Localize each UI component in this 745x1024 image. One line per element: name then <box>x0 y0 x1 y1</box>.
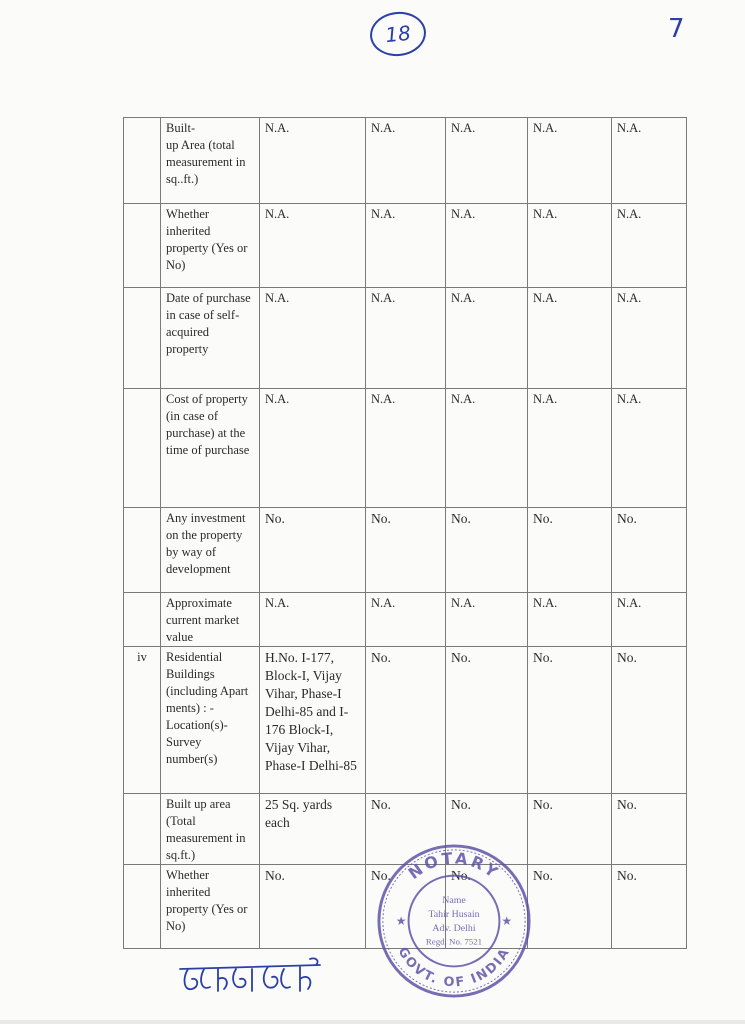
value-cell: N.A. <box>260 118 366 204</box>
stamp-bottom-text: GOVT. OF INDIA <box>394 944 514 991</box>
page-bottom-edge <box>0 1020 745 1024</box>
value-cell: No. <box>260 865 366 949</box>
row-label-cell: Date of purchase in case of self-acquired property <box>161 288 260 389</box>
value-cell: No. <box>260 508 366 593</box>
value-cell: No. <box>612 508 687 593</box>
notary-stamp <box>375 842 533 1000</box>
row-label-cell: Built up area (Total measurement in sq.ft.) <box>161 794 260 865</box>
value-cell: N.A. <box>612 118 687 204</box>
table-row <box>124 288 687 389</box>
value-cell: No. <box>446 647 528 794</box>
value-cell: No. <box>366 794 446 865</box>
value-cell: N.A. <box>446 118 528 204</box>
value-cell: N.A. <box>612 389 687 508</box>
stamp-line-4: Regd. No. 7521 <box>425 936 483 947</box>
row-number-cell <box>124 118 161 204</box>
stamp-line-3: Adv. Delhi <box>432 922 476 934</box>
value-cell: No. <box>446 794 528 865</box>
value-cell: N.A. <box>260 204 366 288</box>
value-cell: N.A. <box>366 389 446 508</box>
value-cell: N.A. <box>446 288 528 389</box>
row-label-cell: Whether inherited property (Yes or No) <box>161 865 260 949</box>
row-number-cell <box>124 204 161 288</box>
table-row <box>124 389 687 508</box>
value-cell: 25 Sq. yards each <box>260 794 366 865</box>
value-cell: No. <box>528 865 612 949</box>
table-row <box>124 593 687 647</box>
value-cell: N.A. <box>528 118 612 204</box>
table-row <box>124 508 687 593</box>
row-number-cell <box>124 508 161 593</box>
value-cell: N.A. <box>366 593 446 647</box>
value-cell: N.A. <box>366 288 446 389</box>
value-cell: N.A. <box>528 593 612 647</box>
value-cell: N.A. <box>366 204 446 288</box>
stamp-line-2: Tahir Husain <box>428 909 480 921</box>
value-cell: No. <box>612 647 687 794</box>
row-number-cell <box>124 593 161 647</box>
value-cell: N.A. <box>446 389 528 508</box>
value-cell: N.A. <box>260 288 366 389</box>
value-cell: N.A. <box>528 288 612 389</box>
value-cell: No. <box>612 794 687 865</box>
assets-table <box>123 117 687 949</box>
value-cell: N.A. <box>528 204 612 288</box>
value-cell: No. <box>446 508 528 593</box>
stamp-line-1: Name <box>442 895 466 907</box>
row-label-cell: Any investment on the property by way of development <box>161 508 260 593</box>
value-cell: N.A. <box>612 204 687 288</box>
value-cell: No. <box>366 508 446 593</box>
value-cell: No. <box>528 508 612 593</box>
stamp-top-text: NOTARY <box>404 848 504 884</box>
table-row <box>124 118 687 204</box>
value-cell: No. <box>366 865 446 949</box>
row-number-cell <box>124 288 161 389</box>
value-cell: No. <box>446 865 528 949</box>
row-number-cell: iv <box>124 647 161 794</box>
value-cell: N.A. <box>260 593 366 647</box>
row-number-cell <box>124 865 161 949</box>
circled-page-number: 18 <box>368 9 428 59</box>
table-row <box>124 647 687 794</box>
handwritten-signature <box>178 955 326 1005</box>
value-cell: No. <box>528 647 612 794</box>
row-label-cell: Cost of property (in case of purchase) at the time of purchase <box>161 389 260 508</box>
row-number-cell <box>124 389 161 508</box>
value-cell: N.A. <box>446 204 528 288</box>
stamp-star-right: ★ <box>501 913 513 928</box>
value-cell: N.A. <box>612 288 687 389</box>
value-cell: No. <box>366 647 446 794</box>
stamp-star-left: ★ <box>395 913 407 928</box>
value-cell: N.A. <box>446 593 528 647</box>
row-label-cell: Residential Buildings (including Apart ments) : -Location(s)-Survey number(s) <box>161 647 260 794</box>
value-cell: N.A. <box>260 389 366 508</box>
value-cell: N.A. <box>366 118 446 204</box>
value-cell: H.No. I-177, Block-I, Vijay Vihar, Phase-I Delhi-85 and I-176 Block-I, Vijay Vihar, Phase-I Delhi-85 <box>260 647 366 794</box>
stamp-inner-ring <box>409 876 500 967</box>
corner-page-number: 7 <box>668 14 685 44</box>
row-number-cell <box>124 794 161 865</box>
table-row <box>124 204 687 288</box>
value-cell: N.A. <box>528 389 612 508</box>
value-cell: N.A. <box>612 593 687 647</box>
value-cell: No. <box>528 794 612 865</box>
row-label-cell: Approximate current market value <box>161 593 260 647</box>
row-label-cell: Whether inherited property (Yes or No) <box>161 204 260 288</box>
row-label-cell: Built- up Area (total measurement in sq..ft.) <box>161 118 260 204</box>
value-cell: No. <box>612 865 687 949</box>
